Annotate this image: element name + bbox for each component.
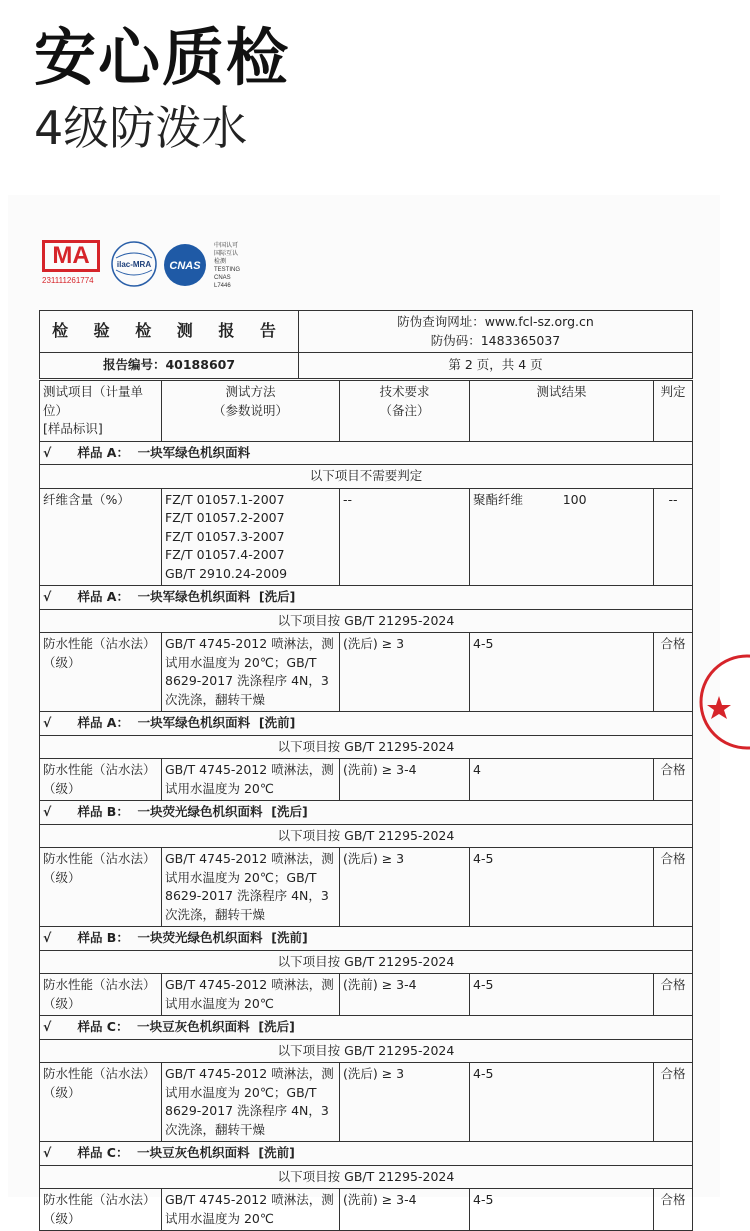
- test-method: [162, 1063, 340, 1142]
- test-method-line: FZ/T 01057.1-2007: [165, 491, 285, 507]
- standard-note: 以下项目按 GB/T 21295-2024: [40, 1165, 693, 1189]
- sample-row: [40, 441, 693, 465]
- report-header: [39, 310, 693, 379]
- sample-label: √ 样品 C： 一块豆灰色机织面料 [洗前]: [40, 1142, 693, 1166]
- cnas-line: 检测: [214, 259, 227, 265]
- test-method-line: GB/T 4745-2012 喷淋法，测试用水温度为 20℃: [165, 762, 334, 796]
- hero-title: 安心质检: [34, 21, 291, 94]
- verification-url: 防伪查询网址：www.fcl-sz.org.cn: [397, 314, 594, 329]
- verification-code: 防伪码：1483365037: [430, 332, 561, 348]
- sample-row: [40, 586, 693, 610]
- standard-note-row: [40, 1165, 693, 1189]
- report-number: 报告编号：40188607: [40, 353, 299, 379]
- ilac-mark: ilac-MRA: [116, 260, 152, 269]
- verdict: 合格: [654, 1063, 693, 1142]
- test-result: 聚酯纤维 100: [470, 488, 654, 586]
- requirement: (洗前) ≥ 3-4: [340, 1189, 470, 1231]
- standard-note-row: [40, 735, 693, 759]
- results-table: [39, 380, 693, 1231]
- table-row: [40, 848, 693, 927]
- test-result: 4-5: [470, 974, 654, 1016]
- column-header: [654, 381, 693, 442]
- test-method-line: FZ/T 01057.4-2007: [165, 547, 285, 562]
- sample-label: √ 样品 C： 一块豆灰色机织面料 [洗后]: [40, 1016, 693, 1040]
- sample-label: √ 样品 B： 一块荧光绿色机织面料 [洗后]: [40, 801, 693, 825]
- hero-subtitle: 4级防泼水: [34, 101, 248, 155]
- sample-label: √ 样品 B： 一块荧光绿色机织面料 [洗前]: [40, 927, 693, 951]
- standard-note-row: [40, 465, 693, 489]
- sample-label: √ 样品 A： 一块军绿色机织面料: [40, 441, 693, 465]
- test-item: 纤维含量（%）: [40, 488, 162, 586]
- table-row: [40, 759, 693, 801]
- test-method: [162, 848, 340, 927]
- test-method-line: GB/T 4745-2012 喷淋法，测试用水温度为 20℃: [165, 1192, 334, 1226]
- test-result: 4-5: [470, 633, 654, 712]
- requirement: --: [340, 488, 470, 586]
- standard-note-row: [40, 1039, 693, 1063]
- test-result: 4-5: [470, 1063, 654, 1142]
- test-method-line: GB/T 4745-2012 喷淋法，测试用水温度为 20℃；GB/T 8629-2017 洗涤程序 4N，3 次洗涤，翻转干燥: [165, 851, 334, 922]
- cma-mark: MA: [42, 240, 100, 272]
- column-header: [162, 381, 340, 442]
- verdict: 合格: [654, 759, 693, 801]
- test-item: 防水性能（沾水法）（级）: [40, 759, 162, 801]
- verdict: 合格: [654, 633, 693, 712]
- test-result: 4: [470, 759, 654, 801]
- column-header-line: [样品标识]: [43, 421, 103, 436]
- column-header: [40, 381, 162, 442]
- sample-label: √ 样品 A： 一块军绿色机织面料 [洗后]: [40, 586, 693, 610]
- table-row: [40, 633, 693, 712]
- verdict: 合格: [654, 848, 693, 927]
- column-header-line: 判定: [660, 384, 686, 399]
- inspection-stamp-icon: [697, 652, 750, 752]
- standard-note: 以下项目按 GB/T 21295-2024: [40, 824, 693, 848]
- sample-row: [40, 801, 693, 825]
- standard-note: 以下项目不需要判定: [40, 465, 693, 489]
- test-item: 防水性能（沾水法）（级）: [40, 1189, 162, 1231]
- cma-logo: [42, 240, 104, 285]
- requirement: (洗前) ≥ 3-4: [340, 974, 470, 1016]
- test-method: [162, 759, 340, 801]
- test-method-line: FZ/T 01057.2-2007: [165, 510, 285, 525]
- requirement: (洗后) ≥ 3: [340, 1063, 470, 1142]
- table-row: [40, 1063, 693, 1142]
- table-row: [40, 488, 693, 586]
- cnas-line: CNAS L7446: [214, 275, 231, 289]
- requirement: (洗后) ≥ 3: [340, 848, 470, 927]
- sample-row: [40, 927, 693, 951]
- column-header: [470, 381, 654, 442]
- table-row: [40, 1189, 693, 1231]
- test-method-line: GB/T 4745-2012 喷淋法，测试用水温度为 20℃: [165, 977, 334, 1011]
- page-indicator: 第 2 页，共 4 页: [299, 353, 693, 379]
- test-item: 防水性能（沾水法）（级）: [40, 633, 162, 712]
- standard-note: 以下项目按 GB/T 21295-2024: [40, 950, 693, 974]
- requirement: (洗前) ≥ 3-4: [340, 759, 470, 801]
- test-method: [162, 488, 340, 586]
- column-header-line: （参数说明）: [212, 402, 288, 418]
- test-item: 防水性能（沾水法）（级）: [40, 1063, 162, 1142]
- test-result: 4-5: [470, 848, 654, 927]
- test-result: 4-5: [470, 1189, 654, 1231]
- verdict: --: [654, 488, 693, 586]
- requirement: (洗后) ≥ 3: [340, 633, 470, 712]
- cnas-icon: [162, 242, 208, 288]
- test-method: [162, 974, 340, 1016]
- sample-row: [40, 712, 693, 736]
- standard-note-row: [40, 950, 693, 974]
- verdict: 合格: [654, 1189, 693, 1231]
- test-method-line: FZ/T 01057.3-2007: [165, 528, 285, 544]
- column-header: [340, 381, 470, 442]
- table-row: [40, 974, 693, 1016]
- standard-note-row: [40, 609, 693, 633]
- test-method-line: GB/T 4745-2012 喷淋法，测试用水温度为 20℃；GB/T 8629-2017 洗涤程序 4N，3 次洗涤，翻转干燥: [165, 636, 334, 707]
- ilac-mra-icon: [110, 240, 158, 288]
- column-header-line: 测试项目（计量单位）: [43, 384, 144, 418]
- column-header-line: 测试方法: [225, 384, 276, 399]
- cnas-line: 国际互认: [214, 251, 239, 257]
- test-method: [162, 1189, 340, 1231]
- sample-label: √ 样品 A： 一块军绿色机织面料 [洗前]: [40, 712, 693, 736]
- cnas-line: TESTING: [214, 267, 241, 273]
- verification-info: [299, 311, 693, 353]
- standard-note: 以下项目按 GB/T 21295-2024: [40, 1039, 693, 1063]
- sample-row: [40, 1016, 693, 1040]
- hero-banner: [0, 0, 750, 195]
- sample-row: [40, 1142, 693, 1166]
- test-item: 防水性能（沾水法）（级）: [40, 974, 162, 1016]
- standard-note: 以下项目按 GB/T 21295-2024: [40, 609, 693, 633]
- table-header-row: [40, 381, 693, 442]
- cnas-caption: [214, 242, 240, 290]
- standard-note-row: [40, 824, 693, 848]
- test-item: 防水性能（沾水法）（级）: [40, 848, 162, 927]
- cma-number: 231111261774: [42, 276, 94, 285]
- test-method: [162, 633, 340, 712]
- test-method-line: GB/T 4745-2012 喷淋法，测试用水温度为 20℃；GB/T 8629-2017 洗涤程序 4N，3 次洗涤，翻转干燥: [165, 1066, 334, 1137]
- cnas-mark: CNAS: [169, 260, 201, 272]
- report-title: 检 验 检 测 报 告: [40, 311, 299, 353]
- cnas-line: 中国认可: [214, 243, 239, 249]
- verdict: 合格: [654, 974, 693, 1016]
- column-header-line: （备注）: [379, 402, 430, 418]
- test-method-line: GB/T 2910.24-2009: [165, 565, 288, 581]
- column-header-line: 技术要求: [379, 384, 430, 399]
- column-header-line: 测试结果: [536, 384, 587, 399]
- standard-note: 以下项目按 GB/T 21295-2024: [40, 735, 693, 759]
